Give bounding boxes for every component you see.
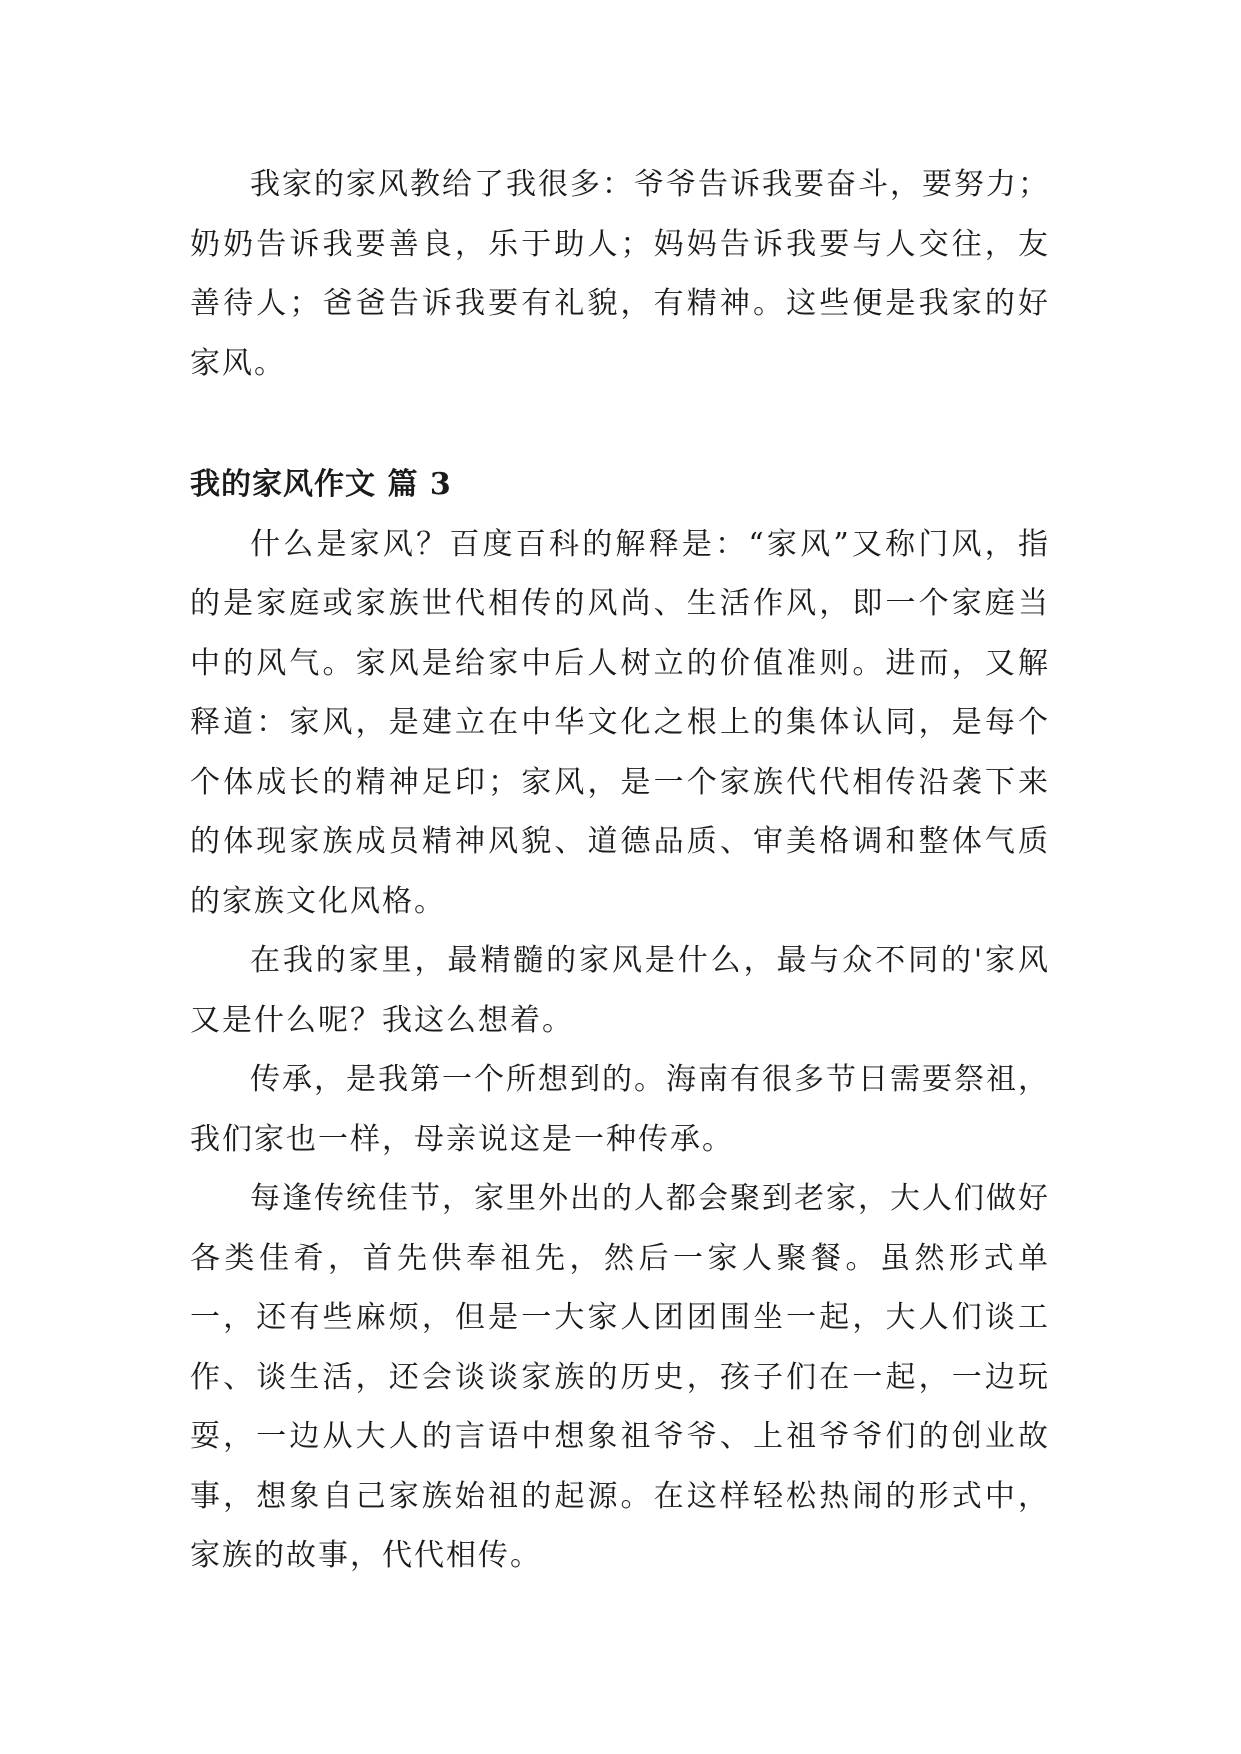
document-page: [190, 155, 1050, 1586]
paragraph-festivals: 每逢传统佳节，家里外出的人都会聚到老家，大人们做好各类佳肴，首先供奉祖先，然后一家人聚餐。虽然形式单一，还有些麻烦，但是一大家人团团围坐一起，大人们谈工作、谈生活，还会谈谈家族的历史，孩子们在一起，一边玩耍，一边从大人的言语中想象祖爷爷、上祖爷爷们的创业故事，想象自己家族始祖的起源。在这样轻松热闹的形式中，家族的故事，代代相传。: [190, 1181, 1050, 1573]
paragraph-question: 在我的家里，最精髓的家风是什么，最与众不同的'家风又是什么呢？我这么想着。: [190, 943, 1050, 1038]
paragraph-family-lessons: 我家的家风教给了我很多：爷爷告诉我要奋斗，要努力；奶奶告诉我要善良，乐于助人；妈妈告诉我要与人交往，友善待人；爸爸告诉我要有礼貌，有精神。这些便是我家的好家风。: [190, 167, 1050, 381]
section-heading: 我的家风作文 篇 3: [190, 467, 452, 502]
paragraph-definition: 什么是家风？百度百科的解释是：“家风”又称门风，指的是家庭或家族世代相传的风尚、生活作风，即一个家庭当中的风气。家风是给家中后人树立的价值准则。进而，又解释道：家风，是建立在中华文化之根上的集体认同，是每个个体成长的精神足印；家风，是一个家族代代相传沿袭下来的体现家族成员精神风貌、道德品质、审美格调和整体气质的家族文化风格。: [190, 526, 1050, 919]
paragraph-inheritance: 传承，是我第一个所想到的。海南有很多节日需要祭祖，我们家也一样，母亲说这是一种传承。: [190, 1062, 1050, 1157]
